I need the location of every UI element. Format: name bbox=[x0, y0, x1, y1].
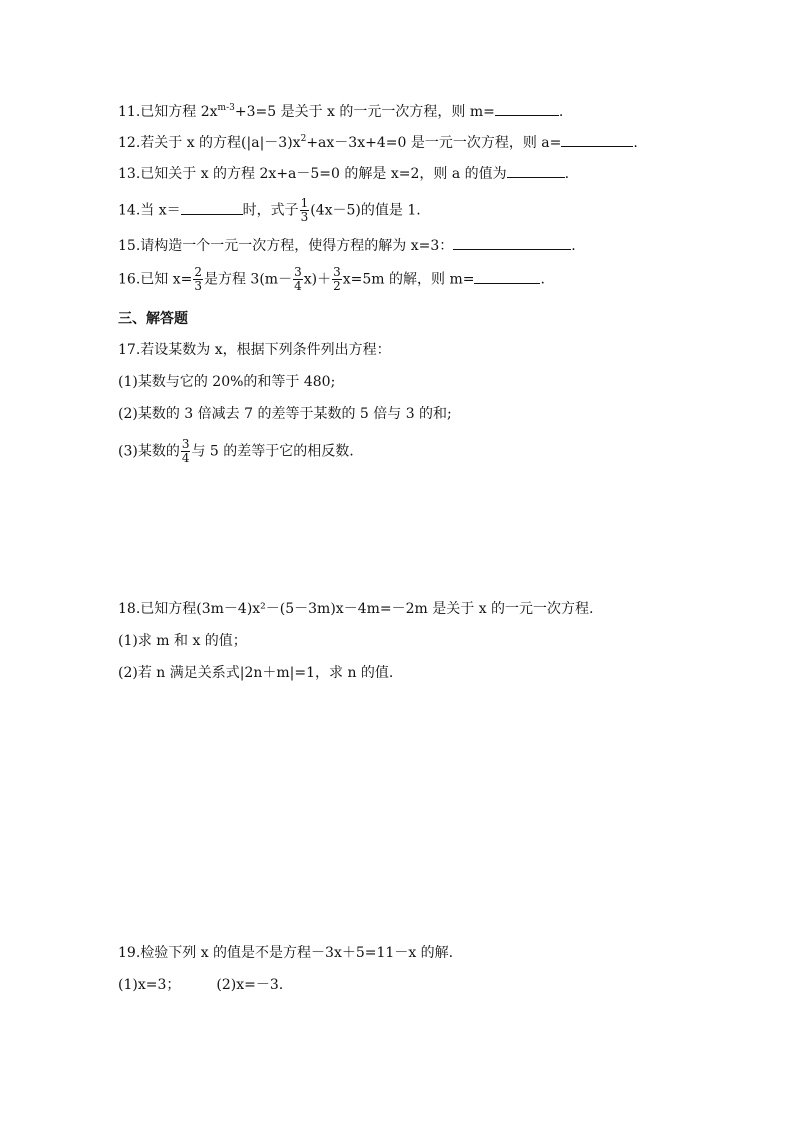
question-18-part-1: (1)求 m 和 x 的值； bbox=[118, 633, 247, 649]
q16-f2-den: 4 bbox=[294, 279, 302, 293]
q16-f1-num: 2 bbox=[194, 265, 202, 279]
q16-text-d: x=5m 的解，则 m= bbox=[342, 271, 475, 288]
q17-p3-num: 3 bbox=[181, 437, 190, 451]
q12-answer-blank[interactable] bbox=[561, 132, 633, 147]
q12-text-b: +ax－3x+4=0 是一元一次方程，则 a= bbox=[306, 135, 562, 151]
q16-end: . bbox=[540, 271, 545, 288]
question-15 bbox=[118, 235, 576, 256]
q14-frac-num: 1 bbox=[300, 196, 309, 210]
q16-f3-num: 3 bbox=[333, 265, 341, 279]
question-18-stem: 18.已知方程(3m－4)x²－(5－3m)x－4m=－2m 是关于 x 的一元一次方程. bbox=[118, 601, 594, 617]
q13-answer-blank[interactable] bbox=[507, 163, 565, 178]
q14-answer-blank[interactable] bbox=[181, 200, 243, 215]
question-12 bbox=[118, 132, 638, 153]
q14-text-c: (4x－5)的值是 1. bbox=[310, 202, 421, 219]
q16-text-a: 16.已知 x= bbox=[118, 271, 193, 288]
q15-end: . bbox=[571, 238, 576, 254]
q14-frac-den: 3 bbox=[300, 210, 309, 224]
question-17-part-1: (1)某数与它的 20%的和等于 480; bbox=[118, 374, 336, 390]
q11-exponent: m-3 bbox=[217, 103, 235, 113]
question-11 bbox=[118, 101, 563, 122]
q17-p3-den: 4 bbox=[181, 451, 190, 465]
q14-text-a: 14.当 x＝ bbox=[118, 202, 181, 219]
q19-part-1: (1)x=3； bbox=[118, 977, 181, 993]
q16-f3-den: 2 bbox=[333, 279, 341, 293]
q19-part-2: (2)x=－3. bbox=[216, 977, 284, 993]
q17-p3-text-a: (3)某数的 bbox=[118, 443, 180, 460]
question-14 bbox=[118, 197, 421, 224]
q15-text-a: 15.请构造一个一元一次方程，使得方程的解为 x=3： bbox=[118, 238, 454, 254]
q12-end: . bbox=[633, 135, 638, 151]
question-19-stem: 19.检验下列 x 的值是不是方程－3x＋5=11－x 的解. bbox=[118, 945, 454, 961]
question-17-stem: 17.若设某数为 x，根据下列条件列出方程： bbox=[118, 342, 391, 358]
q16-text-b: 是方程 3(m－ bbox=[203, 271, 293, 288]
section-heading: 三、解答题 bbox=[118, 311, 188, 327]
question-18-part-2: (2)若 n 满足关系式|2n＋m|=1，求 n 的值. bbox=[118, 665, 394, 681]
q12-exponent: 2 bbox=[300, 134, 307, 144]
question-13 bbox=[118, 163, 569, 184]
question-16 bbox=[118, 266, 545, 293]
question-17-part-3 bbox=[118, 438, 354, 465]
q16-fraction-1 bbox=[193, 266, 203, 293]
q16-text-c: x)＋ bbox=[303, 271, 332, 288]
q17-p3-fraction bbox=[181, 438, 191, 465]
q11-text-a: 11.已知方程 2x bbox=[118, 104, 218, 120]
q16-fraction-3 bbox=[332, 266, 342, 293]
question-19-parts bbox=[118, 975, 283, 995]
q13-text-a: 13.已知关于 x 的方程 2x+a－5=0 的解是 x=2，则 a 的值为 bbox=[118, 166, 507, 182]
q11-end: . bbox=[558, 104, 564, 120]
q16-fraction-2 bbox=[293, 266, 303, 293]
q13-end: . bbox=[564, 166, 570, 182]
q15-answer-blank[interactable] bbox=[453, 235, 571, 250]
q11-answer-blank[interactable] bbox=[495, 101, 559, 116]
q16-f2-num: 3 bbox=[294, 265, 302, 279]
q11-text-b: +3=5 是关于 x 的一元一次方程，则 m= bbox=[234, 104, 495, 120]
q17-p3-text-b: 与 5 的差等于它的相反数. bbox=[191, 443, 354, 460]
q12-text-a: 12.若关于 x 的方程(|a|－3)x bbox=[118, 135, 301, 151]
q14-fraction bbox=[300, 197, 310, 224]
question-17-part-2: (2)某数的 3 倍减去 7 的差等于某数的 5 倍与 3 的和; bbox=[118, 406, 452, 422]
q16-answer-blank[interactable] bbox=[474, 269, 540, 284]
q14-text-b: 时，式子 bbox=[242, 202, 299, 219]
q16-f1-den: 3 bbox=[194, 279, 202, 293]
